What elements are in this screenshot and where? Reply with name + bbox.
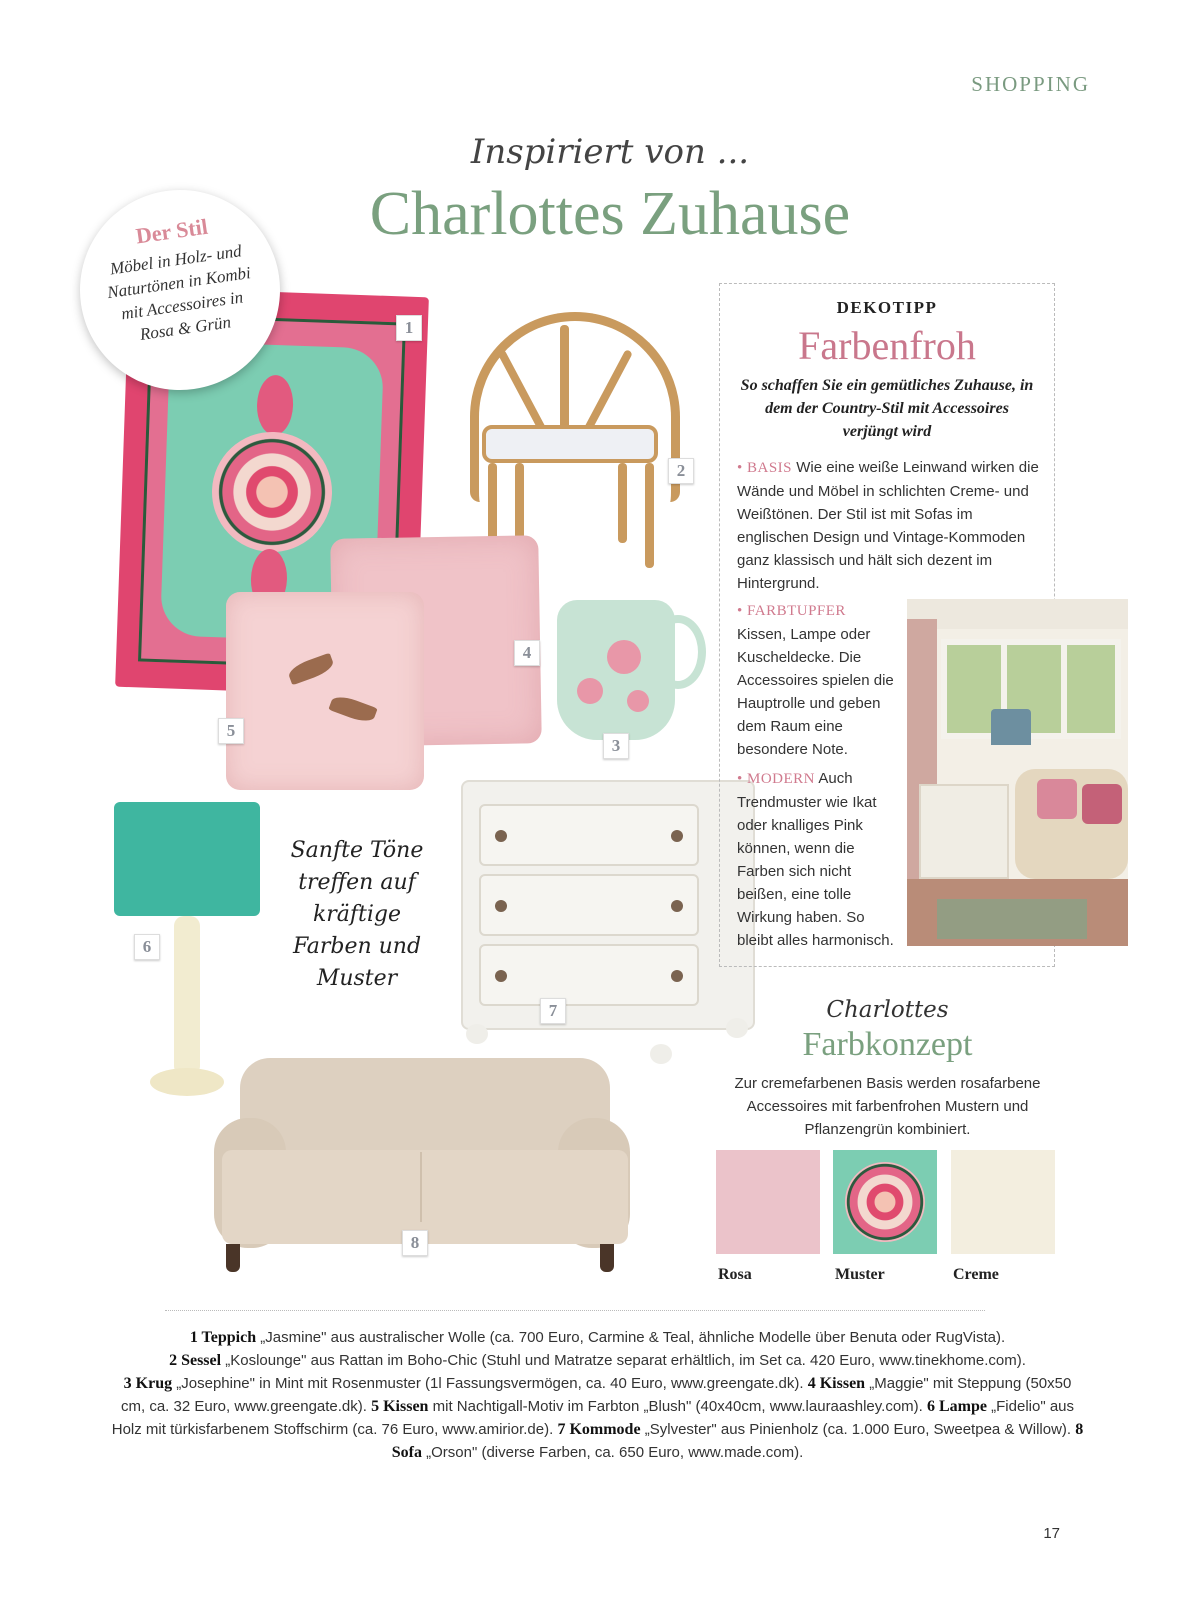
- section-label: SHOPPING: [971, 72, 1090, 96]
- credit-name: 3 Krug: [123, 1375, 173, 1392]
- farbkonzept-title: Farbkonzept: [802, 1026, 973, 1063]
- product-number-5: 5: [218, 718, 244, 744]
- credit-text: „Koslounge" aus Rattan im Boho-Chic (Stuhl und Matratze separat erhältlich, im Set ca. 420 Euro, www.tinekhome.com).: [221, 1352, 1026, 1369]
- credit-text: mit Nachtigall-Motiv im Farbton „Blush" (40x40cm, www.lauraashley.com).: [428, 1398, 927, 1415]
- credit-name: 6 Lampe: [926, 1398, 987, 1415]
- swatch-creme: [951, 1150, 1055, 1254]
- credit-name: 1 Teppich: [189, 1329, 257, 1346]
- swatch-label-creme: Creme: [953, 1266, 999, 1283]
- tip-basis-text: Wie eine weiße Leinwand wirken die Wände und Möbel in schlichten Creme- und Weißtönen. Der Stil ist mit Sofas im englischen Design und Vintage-Kommoden ganz klassisch und hält sich dezent im Hintergrund.: [737, 459, 1039, 592]
- product-dresser-image: [461, 780, 755, 1030]
- credit-text: „Josephine" in Mint mit Rosenmuster (1l Fassungsvermögen, ca. 40 Euro, www.greengate.dk).: [172, 1375, 808, 1392]
- product-sofa-image: [240, 1058, 610, 1154]
- tip-subtitle: So schaffen Sie ein gemütliches Zuhause, in dem der Country-Stil mit Accessoires verjüngt wird: [740, 377, 1034, 440]
- tip-farbtupfer-key: • FARBTUPFER: [737, 603, 846, 619]
- divider: [165, 1310, 985, 1311]
- style-bubble-title: Der Stil: [134, 213, 210, 249]
- pull-quote: Sanfte Töne treffen auf kräftige Farben und Muster: [290, 838, 424, 991]
- tip-modern-key: • MODERN: [737, 771, 816, 787]
- product-credits: [110, 1326, 1085, 1464]
- tip-basis-paragraph: [737, 456, 1042, 595]
- credit-text: „Orson" (diverse Farben, ca. 650 Euro, www.made.com).: [421, 1444, 804, 1461]
- style-bubble-text: Möbel in Holz- und Naturtönen in Kombi mit Accessoires in Rosa & Grün: [106, 241, 252, 344]
- product-jug-image: [557, 600, 675, 740]
- tip-modern-paragraph: [737, 767, 899, 952]
- room-photo: [907, 599, 1128, 946]
- swatch-label-muster: Muster: [835, 1266, 885, 1283]
- tip-modern-text: Auch Trendmuster wie Ikat oder knalliges Pink können, wenn die Farben sich nicht beißen, eine tolle Wirkung haben. So bleibt alles harmonisch.: [737, 770, 894, 949]
- credit-text: „Jasmine" aus australischer Wolle (ca. 700 Euro, Carmine & Teal, ähnliche Modelle über Benuta oder RugVista).: [256, 1329, 1006, 1346]
- page-title: Charlottes Zuhause: [369, 180, 851, 248]
- swatch-muster: [833, 1150, 937, 1254]
- lamp-stand: [174, 916, 200, 1076]
- credit-name: 4 Kissen: [807, 1375, 866, 1392]
- product-number-8: 8: [402, 1230, 428, 1256]
- credit-text: „Sylvester" aus Pinienholz (ca. 1.000 Euro, Sweetpea & Willow).: [640, 1421, 1076, 1438]
- product-number-7: 7: [540, 998, 566, 1024]
- page-number: 17: [1043, 1525, 1060, 1542]
- product-number-2: 2: [668, 458, 694, 484]
- tip-farbtupfer-paragraph: [737, 600, 897, 761]
- credit-text: „Fidelio" aus Holz mit türkisfarbenem Stoffschirm (ca. 76 Euro, www.amirior.de).: [111, 1398, 1075, 1438]
- headline-kicker: Inspiriert von ...: [470, 132, 750, 172]
- tip-farbtupfer-text: Kissen, Lampe oder Kuscheldecke. Die Accessoires spielen die Hauptrolle und geben dem Raum eine besondere Note.: [737, 626, 894, 758]
- credit-name: 5 Kissen: [371, 1398, 429, 1415]
- product-number-1: 1: [396, 315, 422, 341]
- farbkonzept-kicker: Charlottes: [826, 997, 949, 1023]
- tip-label: DEKOTIPP: [836, 298, 938, 317]
- tip-basis-key: • BASIS: [737, 460, 793, 476]
- tip-title: Farbenfroh: [798, 323, 976, 368]
- product-number-4: 4: [514, 640, 540, 666]
- farbkonzept-text: Zur cremefarbenen Basis werden rosafarbene Accessoires mit farbenfrohen Mustern und Pflanzengrün kombiniert.: [734, 1075, 1041, 1138]
- product-lamp-image: [114, 802, 260, 916]
- product-number-6: 6: [134, 934, 160, 960]
- credit-text: „Maggie" mit Steppung (50x50 cm, ca. 32 Euro, www.greengate.dk).: [120, 1375, 1072, 1415]
- lamp-base: [150, 1068, 224, 1096]
- credit-name: 7 Kommode: [557, 1421, 641, 1438]
- product-number-3: 3: [603, 733, 629, 759]
- product-pillow-bird-image: [226, 592, 424, 790]
- swatch-label-rosa: Rosa: [718, 1266, 752, 1283]
- swatch-rosa: [716, 1150, 820, 1254]
- chair-cushion: [482, 425, 658, 463]
- credit-name: 2 Sessel: [169, 1352, 222, 1369]
- credit-name: 8 Sofa: [391, 1421, 1084, 1461]
